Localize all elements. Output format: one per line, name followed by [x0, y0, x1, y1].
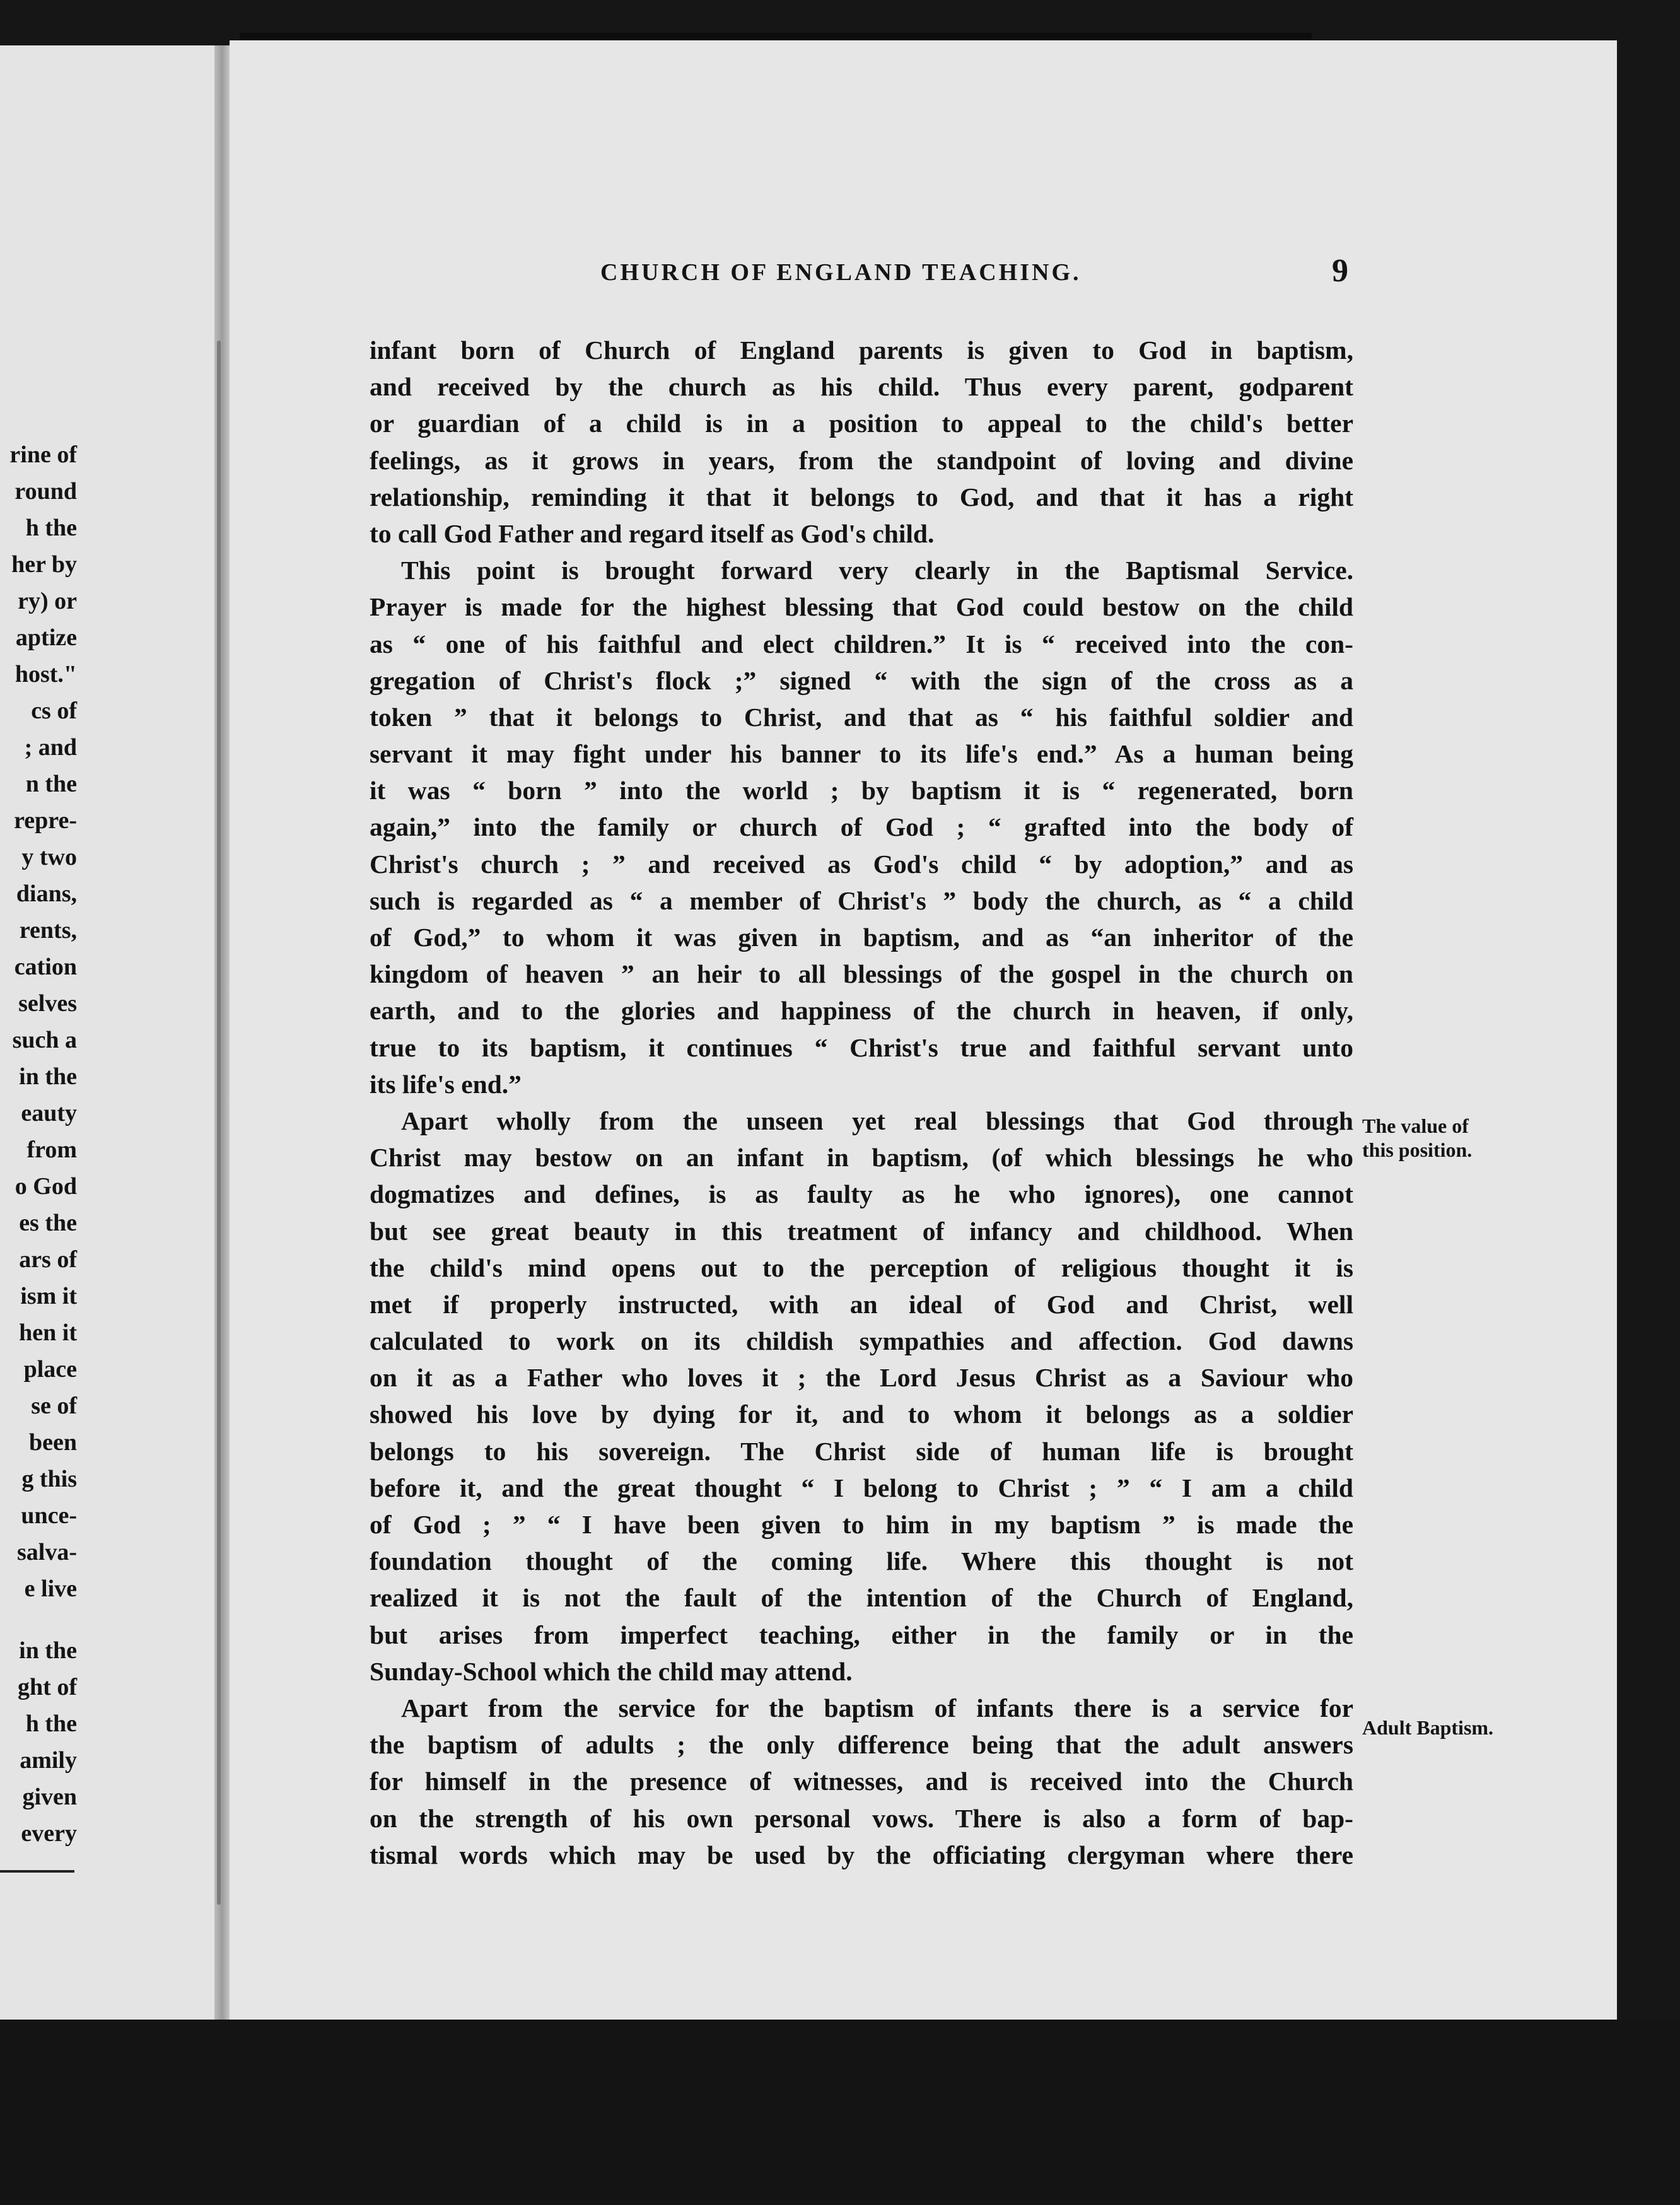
facing-page-fragment: unce- [21, 1502, 77, 1529]
facing-page-fragment: every [21, 1820, 77, 1847]
facing-page-fragment: ry) or [18, 588, 77, 614]
text-line: kingdom of heaven ” an heir to all blessings of the gospel in the church on [370, 959, 1353, 989]
text-line: token ” that it belongs to Christ, and that as “ his faithful soldier and [370, 702, 1353, 732]
text-line: feelings, as it grows in years, from the standpoint of loving and divine [370, 445, 1353, 475]
text-line: This point is brought forward very clearly in the Baptismal Service. [401, 556, 1353, 585]
text-line: of God,” to whom it was given in baptism, and as “an inheritor of the [370, 923, 1353, 952]
facing-page-fragment: y two [21, 844, 77, 870]
text-line: calculated to work on its childish sympathies and affection. God dawns [370, 1326, 1353, 1356]
facing-page-fragment: o God [15, 1173, 77, 1200]
text-line: to call God Father and regard itself as God's child. [370, 518, 935, 548]
facing-page-fragment: se of [31, 1393, 77, 1419]
text-line: Christ's church ; ” and received as God's child “ by adoption,” and as [370, 849, 1353, 879]
facing-page-fragment: selves [18, 990, 77, 1017]
facing-page-fragment: salva- [17, 1539, 77, 1565]
facing-page-fragment: h the [25, 1711, 77, 1737]
text-line: Prayer is made for the highest blessing that God could bestow on the child [370, 592, 1353, 622]
text-line: realized it is not the fault of the intention of the Church of England, [370, 1583, 1353, 1613]
text-line: but see great beauty in this treatment of infancy and childhood. When [370, 1216, 1353, 1246]
text-line: on the strength of his own personal vows. There is also a form of bap- [370, 1803, 1353, 1833]
text-line: dogmatizes and defines, is as faulty as he who ignores), one cannot [370, 1179, 1353, 1209]
text-line: belongs to his sovereign. The Christ side of human life is brought [370, 1436, 1353, 1466]
facing-page-text [0, 436, 77, 1852]
text-line: infant born of Church of England parents is given to God in baptism, [370, 336, 1353, 365]
text-line: it was “ born ” into the world ; by baptism it is “ regenerated, born [370, 776, 1353, 805]
text-line: such is regarded as “ a member of Christ's ” body the church, as “ a child [370, 886, 1353, 915]
text-line: the baptism of adults ; the only difference being that the adult answers [370, 1730, 1353, 1760]
text-line: met if properly instructed, with an ideal of God and Christ, well [370, 1289, 1353, 1319]
text-line: showed his love by dying for it, and to whom it belongs as a soldier [370, 1400, 1353, 1429]
facing-page-fragment: in the [19, 1637, 77, 1664]
side-note-line: this position. [1362, 1138, 1473, 1161]
side-note-value-of-position [1362, 1114, 1472, 1162]
running-head: CHURCH OF ENGLAND TEACHING. [600, 259, 1082, 286]
facing-page-fragment: host." [15, 661, 77, 687]
text-line: relationship, reminding it that it belongs to God, and that it has a right [370, 482, 1353, 512]
facing-page-fragment: h the [25, 515, 77, 541]
facing-page-fragment: eauty [21, 1100, 77, 1126]
side-note-adult-baptism [1362, 1716, 1493, 1740]
facing-page-fragment: amily [20, 1747, 77, 1774]
text-line: on it as a Father who loves it ; the Lord Jesus Christ as a Saviour who [370, 1363, 1353, 1393]
facing-page-fragment: dians, [16, 880, 77, 907]
text-line: the child's mind opens out to the perception of religious thought it is [370, 1253, 1353, 1282]
text-line: but arises from imperfect teaching, either in the family or in the [370, 1620, 1353, 1649]
facing-page-fragment: es the [19, 1210, 77, 1236]
facing-page-fragment: given [22, 1784, 77, 1810]
facing-page-fragment: hen it [19, 1319, 77, 1346]
body-text [370, 332, 1353, 1873]
text-line: before it, and the great thought “ I belong to Christ ; ” “ I am a child [370, 1473, 1353, 1502]
facing-page-fragment: from [26, 1137, 77, 1163]
facing-page-fragment: her by [11, 551, 77, 578]
facing-page-fragment: rine of [9, 442, 77, 468]
text-line: foundation thought of the coming life. Where this thought is not [370, 1547, 1353, 1576]
facing-page-fragment: ism it [20, 1283, 77, 1309]
facing-page-fragment: place [23, 1356, 77, 1383]
text-line: its life's end.” [370, 1069, 522, 1099]
text-line: servant it may fight under his banner to its life's end.” As a human being [370, 739, 1353, 769]
facing-page-fragment: ght of [18, 1674, 77, 1700]
text-line: and received by the church as his child. Thus every parent, godparent [370, 372, 1353, 402]
facing-page-fragment: n the [25, 771, 77, 797]
text-line: as “ one of his faithful and elect children.” It is “ received into the con- [370, 629, 1353, 658]
facing-page-rule [0, 1870, 74, 1873]
text-line: tismal words which may be used by the officiating clergyman where there [370, 1840, 1353, 1869]
facing-page-fragment: such a [12, 1027, 77, 1053]
text-line: gregation of Christ's flock ;” signed “ with the sign of the cross as a [370, 665, 1353, 695]
text-line: of God ; ” “ I have been given to him in my baptism ” is made the [370, 1510, 1353, 1539]
facing-page-fragment: rents, [19, 917, 77, 944]
text-line: true to its baptism, it continues “ Christ's true and faithful servant unto [370, 1032, 1353, 1062]
text-line: again,” into the family or church of God ; “ grafted into the body of [370, 812, 1353, 842]
facing-page-fragment: ars of [19, 1246, 77, 1273]
text-line: Apart wholly from the unseen yet real blessings that God through [401, 1106, 1353, 1135]
page-top-edge [240, 33, 1312, 39]
facing-page-fragment [0, 1607, 77, 1632]
text-line: Sunday-School which the child may attend. [370, 1656, 853, 1686]
facing-page-fragment: cs of [31, 698, 77, 724]
text-line: for himself in the presence of witnesses, and is received into the Church [370, 1767, 1353, 1796]
text-line: Apart from the service for the baptism of infants there is a service for [401, 1693, 1353, 1722]
facing-page-fragment: been [29, 1429, 77, 1456]
text-line: or guardian of a child is in a position to appeal to the child's better [370, 409, 1353, 438]
facing-page-fragment: in the [19, 1063, 77, 1090]
facing-page-fragment: round [15, 478, 77, 505]
facing-page-left [0, 45, 214, 2020]
facing-page-fragment: g this [21, 1466, 77, 1492]
page-number: 9 [1332, 253, 1348, 289]
facing-page-fragment: e live [24, 1576, 77, 1602]
text-line: Christ may bestow on an infant in baptism, (of which blessings he who [370, 1143, 1353, 1173]
facing-page-fragment: cation [14, 954, 77, 980]
binding-thread [217, 341, 221, 1905]
side-note-line: Adult Baptism. [1362, 1716, 1494, 1739]
side-note-line: The value of [1362, 1114, 1469, 1137]
text-line: earth, and to the glories and happiness of the church in heaven, if only, [370, 996, 1353, 1026]
facing-page-fragment: aptize [15, 624, 77, 651]
facing-page-fragment: repre- [14, 807, 77, 834]
facing-page-fragment: ; and [24, 734, 77, 761]
scan-bottom-margin [0, 2020, 1680, 2205]
